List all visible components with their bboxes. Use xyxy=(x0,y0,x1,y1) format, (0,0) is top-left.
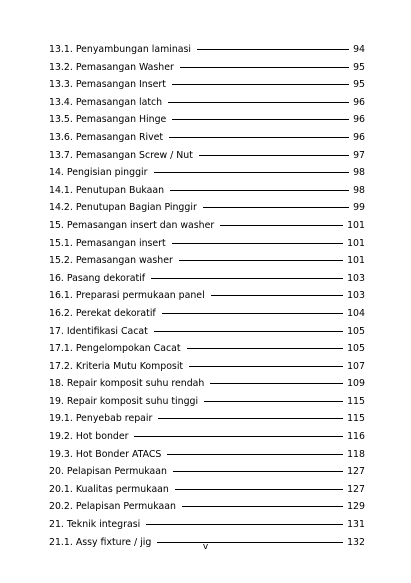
toc-leader-line xyxy=(175,489,343,490)
toc-leader-line xyxy=(187,348,344,349)
toc-entry xyxy=(49,481,365,499)
toc-entry xyxy=(49,393,365,411)
toc-entry-page: 129 xyxy=(347,501,365,513)
toc-entry-page: 132 xyxy=(347,536,365,548)
toc-leader-line xyxy=(146,524,343,525)
toc-leader-line xyxy=(179,260,343,261)
toc-entry-page: 101 xyxy=(347,219,365,231)
toc-entry xyxy=(49,59,365,77)
toc-entry-page: 109 xyxy=(347,378,365,390)
toc-leader-line xyxy=(158,418,343,419)
toc-entry-title: 16.2. Perekat dekoratif xyxy=(49,307,156,319)
toc-entry-page: 96 xyxy=(353,114,365,126)
toc-leader-line xyxy=(172,119,349,120)
toc-entry-page: 118 xyxy=(347,448,365,460)
toc-entry xyxy=(49,182,365,200)
toc-entry xyxy=(49,305,365,323)
toc-leader-line xyxy=(173,471,343,472)
toc-entry-title: 16.1. Preparasi permukaan panel xyxy=(49,290,205,302)
toc-entry-page: 96 xyxy=(353,96,365,108)
toc-leader-line xyxy=(204,401,343,402)
toc-entry-page: 103 xyxy=(347,272,365,284)
toc-entry xyxy=(49,270,365,288)
toc-entry-title: 13.7. Pemasangan Screw / Nut xyxy=(49,149,193,161)
toc-entry xyxy=(49,41,365,59)
toc-leader-line xyxy=(180,67,349,68)
toc-entry-page: 103 xyxy=(347,290,365,302)
toc-entry-title: 14.1. Penutupan Bukaan xyxy=(49,184,165,196)
toc-entry-title: 13.1. Penyambungan laminasi xyxy=(49,44,192,55)
toc-entry xyxy=(49,498,365,516)
toc-leader-line xyxy=(154,331,343,332)
toc-entry xyxy=(49,94,365,112)
toc-entry-page: 116 xyxy=(347,431,365,443)
toc-leader-line xyxy=(211,295,343,296)
toc-entry-title: 19.2. Hot bonder xyxy=(49,431,129,443)
toc-entry xyxy=(49,287,365,305)
toc-entry-title: 15.2. Pemasangan washer xyxy=(49,255,173,267)
toc-entry xyxy=(49,410,365,428)
toc-entry-page: 94 xyxy=(353,44,365,55)
toc-entry-title: 20.2. Pelapisan Permukaan xyxy=(49,501,176,513)
toc-entry-title: 13.5. Pemasangan Hinge xyxy=(49,114,167,126)
toc-entry-title: 13.4. Pemasangan latch xyxy=(49,96,163,108)
toc-entry-page: 99 xyxy=(353,202,365,214)
toc-entry-page: 105 xyxy=(347,343,365,355)
toc-entry-title: 13.2. Pemasangan Washer xyxy=(49,61,174,73)
toc-leader-line xyxy=(154,172,350,173)
toc-leader-line xyxy=(182,506,343,507)
toc-leader-line xyxy=(210,383,343,384)
toc-entry-page: 95 xyxy=(353,79,365,91)
toc-entry-title: 17.1. Pengelompokan Cacat xyxy=(49,343,181,355)
toc-entry-title: 14.2. Penutupan Bagian Pinggir xyxy=(49,202,197,214)
toc-leader-line xyxy=(197,49,349,50)
toc-entry-page: 96 xyxy=(353,131,365,143)
toc-leader-line xyxy=(172,84,349,85)
toc-entry-page: 105 xyxy=(347,325,365,337)
toc-entry-page: 97 xyxy=(353,149,365,161)
page-number: v xyxy=(202,542,209,552)
toc-entry xyxy=(49,463,365,481)
toc-entry-page: 107 xyxy=(347,360,365,372)
toc-entry-title: 21.1. Assy fixture / jig xyxy=(49,536,152,548)
toc-leader-line xyxy=(170,190,349,191)
toc-entry-page: 98 xyxy=(353,167,365,179)
toc-entry-title: 21. Teknik integrasi xyxy=(49,519,141,531)
toc-entry-title: 13.6. Pemasangan Rivet xyxy=(49,131,164,143)
toc-leader-line xyxy=(168,102,349,103)
table-of-contents xyxy=(49,41,365,551)
toc-entry-title: 20.1. Kualitas permukaan xyxy=(49,483,169,495)
toc-leader-line xyxy=(151,278,343,279)
toc-entry xyxy=(49,323,365,341)
toc-leader-line xyxy=(189,366,343,367)
toc-entry-title: 19.3. Hot Bonder ATACS xyxy=(49,448,162,460)
toc-entry-title: 17. Identifikasi Cacat xyxy=(49,325,148,337)
toc-entry xyxy=(49,252,365,270)
toc-leader-line xyxy=(169,137,349,138)
toc-entry-title: 15.1. Pemasangan insert xyxy=(49,237,166,249)
toc-entry-page: 131 xyxy=(347,519,365,531)
toc-leader-line xyxy=(220,225,343,226)
toc-leader-line xyxy=(172,243,343,244)
toc-entry xyxy=(49,129,365,147)
toc-entry xyxy=(49,358,365,376)
toc-entry-page: 98 xyxy=(353,184,365,196)
toc-entry-title: 19. Repair komposit suhu tinggi xyxy=(49,395,199,407)
toc-entry xyxy=(49,516,365,534)
toc-entry-page: 127 xyxy=(347,466,365,478)
toc-entry xyxy=(49,199,365,217)
toc-entry-title: 20. Pelapisan Permukaan xyxy=(49,466,167,478)
toc-entry-page: 127 xyxy=(347,483,365,495)
toc-entry-page: 101 xyxy=(347,237,365,249)
toc-leader-line xyxy=(167,454,343,455)
toc-entry-title: 18. Repair komposit suhu rendah xyxy=(49,378,205,390)
toc-entry xyxy=(49,446,365,464)
toc-entry xyxy=(49,111,365,129)
toc-leader-line xyxy=(162,313,343,314)
toc-entry-title: 16. Pasang dekoratif xyxy=(49,272,146,284)
toc-entry-title: 17.2. Kriteria Mutu Komposit xyxy=(49,360,184,372)
toc-entry-title: 14. Pengisian pinggir xyxy=(49,167,148,179)
toc-entry-page: 104 xyxy=(347,307,365,319)
toc-leader-line xyxy=(199,155,349,156)
toc-leader-line xyxy=(134,436,343,437)
toc-entry xyxy=(49,375,365,393)
toc-entry xyxy=(49,235,365,253)
toc-entry xyxy=(49,217,365,235)
toc-entry-page: 101 xyxy=(347,255,365,267)
toc-entry-title: 13.3. Pemasangan Insert xyxy=(49,79,166,91)
toc-entry-page: 115 xyxy=(347,395,365,407)
toc-entry-page: 95 xyxy=(353,61,365,73)
toc-leader-line xyxy=(203,207,349,208)
toc-entry xyxy=(49,76,365,94)
toc-entry-title: 15. Pemasangan insert dan washer xyxy=(49,219,215,231)
toc-entry xyxy=(49,164,365,182)
toc-entry xyxy=(49,147,365,165)
toc-entry-title: 19.1. Penyebab repair xyxy=(49,413,153,425)
toc-entry xyxy=(49,428,365,446)
toc-entry-page: 115 xyxy=(347,413,365,425)
toc-entry xyxy=(49,340,365,358)
